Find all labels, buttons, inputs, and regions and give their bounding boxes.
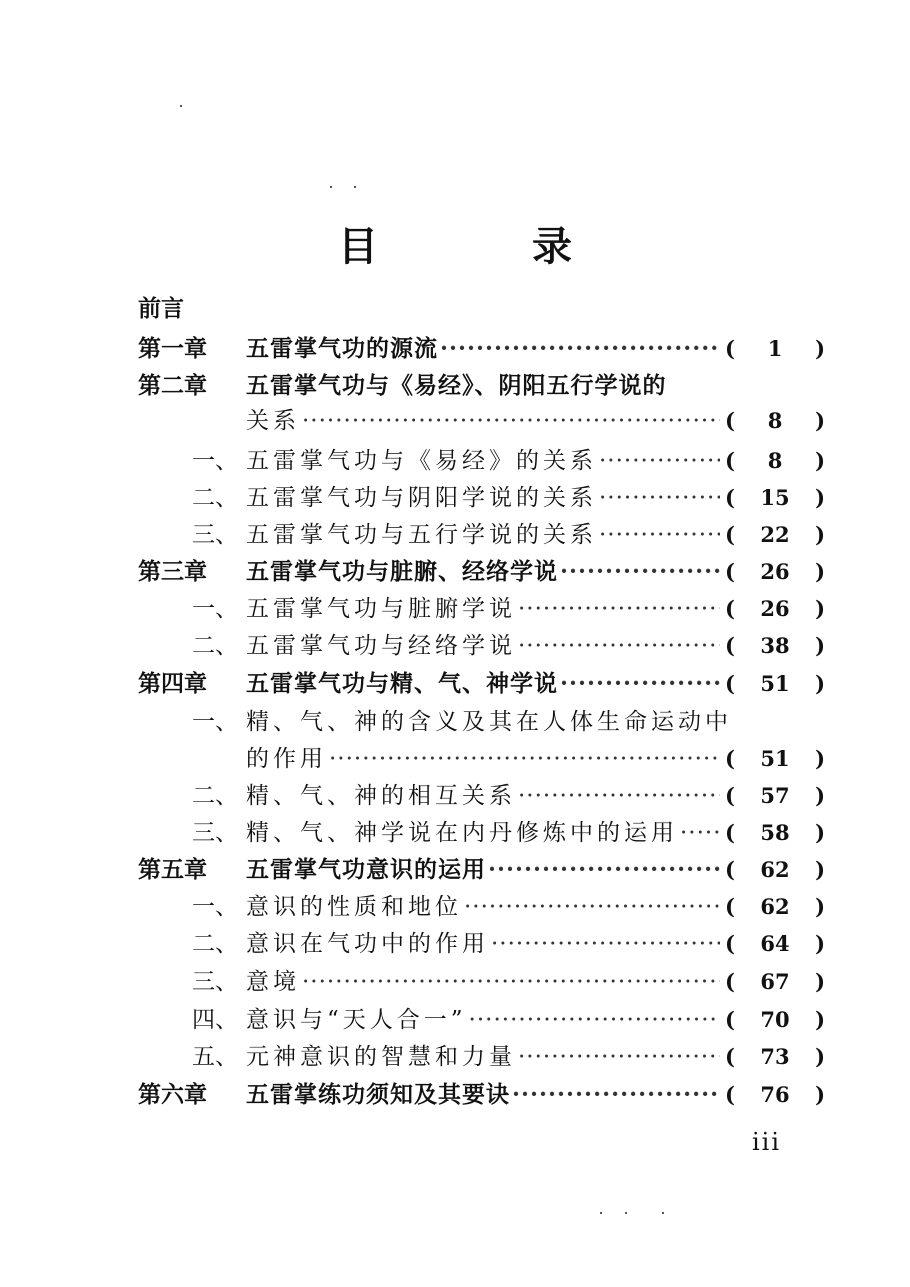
page-number-value: 64 xyxy=(760,931,790,956)
right-paren: ) xyxy=(815,448,825,473)
toc-entry-title: 五雷掌气功意识的运用 xyxy=(246,856,486,883)
page-number-value: 38 xyxy=(760,633,790,658)
toc-chapter-row[interactable] xyxy=(0,853,910,887)
toc-entry-label: 三、 xyxy=(192,969,238,995)
left-paren: ( xyxy=(725,1044,735,1069)
toc-chapter-row[interactable] xyxy=(0,332,910,366)
left-paren: ( xyxy=(725,633,735,658)
toc-entry-title: 五雷掌气功与《易经》的关系 xyxy=(246,448,597,474)
toc-chapter-row[interactable] xyxy=(0,555,910,589)
page-folio: iii xyxy=(752,1128,782,1156)
scan-speck xyxy=(600,1212,602,1214)
left-paren: ( xyxy=(725,596,735,621)
toc-entry-label: 前言 xyxy=(138,295,184,322)
right-paren: ) xyxy=(815,894,825,919)
toc-entry-title: 意识与“天人合一” xyxy=(246,1007,467,1033)
toc-entry-title: 五雷掌气功与《易经》、阴阳五行学说的 xyxy=(246,372,667,399)
toc-chapter-row[interactable] xyxy=(0,1078,910,1112)
toc-entry-title: 意识的性质和地位 xyxy=(246,894,462,920)
right-paren: ) xyxy=(815,783,825,808)
page-number-value: 15 xyxy=(760,485,790,510)
right-paren: ) xyxy=(815,633,825,658)
right-paren: ) xyxy=(815,559,825,584)
toc-entry-title: 意境 xyxy=(246,969,300,995)
dot-leader xyxy=(518,1040,720,1074)
scan-speck xyxy=(354,186,356,188)
page-number-value: 1 xyxy=(767,336,783,361)
left-paren: ( xyxy=(725,857,735,882)
toc-entry-label: 第五章 xyxy=(138,856,207,883)
page-number-value: 70 xyxy=(760,1007,790,1032)
right-paren: ) xyxy=(815,820,825,845)
page-number-value: 67 xyxy=(760,969,790,994)
toc-section-row[interactable] xyxy=(0,816,910,850)
toc-section-row[interactable] xyxy=(0,779,910,813)
toc-chapter-row[interactable] xyxy=(0,667,910,701)
right-paren: ) xyxy=(815,931,825,956)
left-paren: ( xyxy=(725,969,735,994)
toc-entry-title: 五雷掌气功与脏腑、经络学说 xyxy=(246,558,558,585)
toc-entry-label: 第一章 xyxy=(138,335,207,362)
toc-entry-label: 二、 xyxy=(192,783,238,809)
page-number-value: 8 xyxy=(767,408,783,433)
toc-entry-title: 五雷掌气功与精、气、神学说 xyxy=(246,670,558,697)
dot-leader xyxy=(512,1078,720,1112)
left-paren: ( xyxy=(725,671,735,696)
toc-entry-label: 第二章 xyxy=(138,372,207,399)
left-paren: ( xyxy=(725,1007,735,1032)
toc-entry-label: 二、 xyxy=(192,633,238,659)
toc-entry-label: 三、 xyxy=(192,522,238,548)
toc-entry-label: 一、 xyxy=(192,596,238,622)
dot-leader xyxy=(680,816,720,850)
left-paren: ( xyxy=(725,408,735,433)
right-paren: ) xyxy=(815,522,825,547)
right-paren: ) xyxy=(815,1007,825,1032)
toc-entry-title: 五雷掌气功与脏腑学说 xyxy=(246,596,516,622)
toc-entry-label: 一、 xyxy=(192,709,238,735)
toc-section-row[interactable] xyxy=(0,965,910,999)
toc-section-row[interactable] xyxy=(0,1040,910,1074)
right-paren: ) xyxy=(815,1044,825,1069)
toc-section-row[interactable] xyxy=(0,592,910,626)
dot-leader xyxy=(518,592,720,626)
toc-entry-title: 精、气、神学说在内丹修炼中的运用 xyxy=(246,820,678,846)
toc-entry-label: 四、 xyxy=(192,1007,238,1033)
right-paren: ) xyxy=(815,969,825,994)
right-paren: ) xyxy=(815,485,825,510)
toc-section-row[interactable] xyxy=(0,742,910,776)
dot-leader xyxy=(302,404,720,438)
page-number-value: 58 xyxy=(760,820,790,845)
page-number-value: 57 xyxy=(760,783,790,808)
page-number-value: 62 xyxy=(760,894,790,919)
scan-speck xyxy=(330,186,332,188)
dot-leader xyxy=(469,1003,720,1037)
toc-entry-label: 第四章 xyxy=(138,670,207,697)
dot-leader xyxy=(488,853,720,887)
left-paren: ( xyxy=(725,559,735,584)
dot-leader xyxy=(518,779,720,813)
page-number-value: 26 xyxy=(760,559,790,584)
left-paren: ( xyxy=(725,931,735,956)
toc-section-row[interactable] xyxy=(0,518,910,552)
toc-entry-label: 二、 xyxy=(192,485,238,511)
toc-chapter-row[interactable] xyxy=(0,369,910,403)
left-paren: ( xyxy=(725,485,735,510)
left-paren: ( xyxy=(725,894,735,919)
toc-section-row[interactable] xyxy=(0,927,910,961)
right-paren: ) xyxy=(815,596,825,621)
scan-speck xyxy=(662,1212,664,1214)
right-paren: ) xyxy=(815,408,825,433)
toc-entry-title: 五雷掌气功与五行学说的关系 xyxy=(246,522,597,548)
page-number-value: 8 xyxy=(767,448,783,473)
left-paren: ( xyxy=(725,746,735,771)
toc-entry-title: 元神意识的智慧和力量 xyxy=(246,1044,516,1070)
dot-leader xyxy=(599,518,720,552)
toc-entry-title: 的作用 xyxy=(246,746,327,772)
page-number-value: 62 xyxy=(760,857,790,882)
dot-leader xyxy=(464,890,720,924)
right-paren: ) xyxy=(815,1082,825,1107)
dot-leader xyxy=(329,742,720,776)
page-number-value: 73 xyxy=(760,1044,790,1069)
toc-section-row[interactable] xyxy=(0,890,910,924)
right-paren: ) xyxy=(815,336,825,361)
toc-entry-title: 精、气、神的相互关系 xyxy=(246,783,516,809)
toc-entry-label: 三、 xyxy=(192,820,238,846)
toc-section-row[interactable] xyxy=(0,444,910,478)
left-paren: ( xyxy=(725,336,735,361)
dot-leader xyxy=(440,332,720,366)
page-number-value: 51 xyxy=(760,746,790,771)
left-paren: ( xyxy=(725,783,735,808)
left-paren: ( xyxy=(725,448,735,473)
page-title: 目 录 xyxy=(338,223,642,270)
dot-leader xyxy=(560,555,720,589)
left-paren: ( xyxy=(725,820,735,845)
toc-entry-title: 关系 xyxy=(246,408,300,434)
right-paren: ) xyxy=(815,746,825,771)
toc-entry-title: 五雷掌练功须知及其要诀 xyxy=(246,1081,510,1108)
dot-leader xyxy=(302,965,720,999)
toc-section-row[interactable] xyxy=(0,705,910,739)
toc-entry-title: 五雷掌气功与阴阳学说的关系 xyxy=(246,485,597,511)
dot-leader xyxy=(491,927,720,961)
page-number-value: 76 xyxy=(760,1082,790,1107)
dot-leader xyxy=(599,444,720,478)
toc-chapter-row[interactable] xyxy=(0,292,910,326)
page-number-value: 26 xyxy=(760,596,790,621)
toc-entry-title: 精、气、神的含义及其在人体生命运动中 xyxy=(246,709,732,735)
toc-section-row[interactable] xyxy=(0,629,910,663)
right-paren: ) xyxy=(815,857,825,882)
left-paren: ( xyxy=(725,522,735,547)
toc-section-row[interactable] xyxy=(0,481,910,515)
toc-section-row[interactable] xyxy=(0,1003,910,1037)
toc-entry-title: 五雷掌气功与经络学说 xyxy=(246,633,516,659)
right-paren: ) xyxy=(815,671,825,696)
dot-leader xyxy=(599,481,720,515)
toc-entry-title: 五雷掌气功的源流 xyxy=(246,335,438,362)
page-number-value: 51 xyxy=(760,671,790,696)
toc-entry-label: 二、 xyxy=(192,931,238,957)
scan-speck xyxy=(180,105,182,107)
toc-entry-label: 五、 xyxy=(192,1044,238,1070)
scan-speck xyxy=(625,1212,627,1214)
toc-section-row[interactable] xyxy=(0,404,910,438)
toc-entry-label: 第三章 xyxy=(138,558,207,585)
toc-entry-label: 第六章 xyxy=(138,1081,207,1108)
dot-leader xyxy=(560,667,720,701)
toc-entry-label: 一、 xyxy=(192,448,238,474)
page-number-value: 22 xyxy=(760,522,790,547)
left-paren: ( xyxy=(725,1082,735,1107)
toc-entry-label: 一、 xyxy=(192,894,238,920)
dot-leader xyxy=(518,629,720,663)
toc-entry-title: 意识在气功中的作用 xyxy=(246,931,489,957)
